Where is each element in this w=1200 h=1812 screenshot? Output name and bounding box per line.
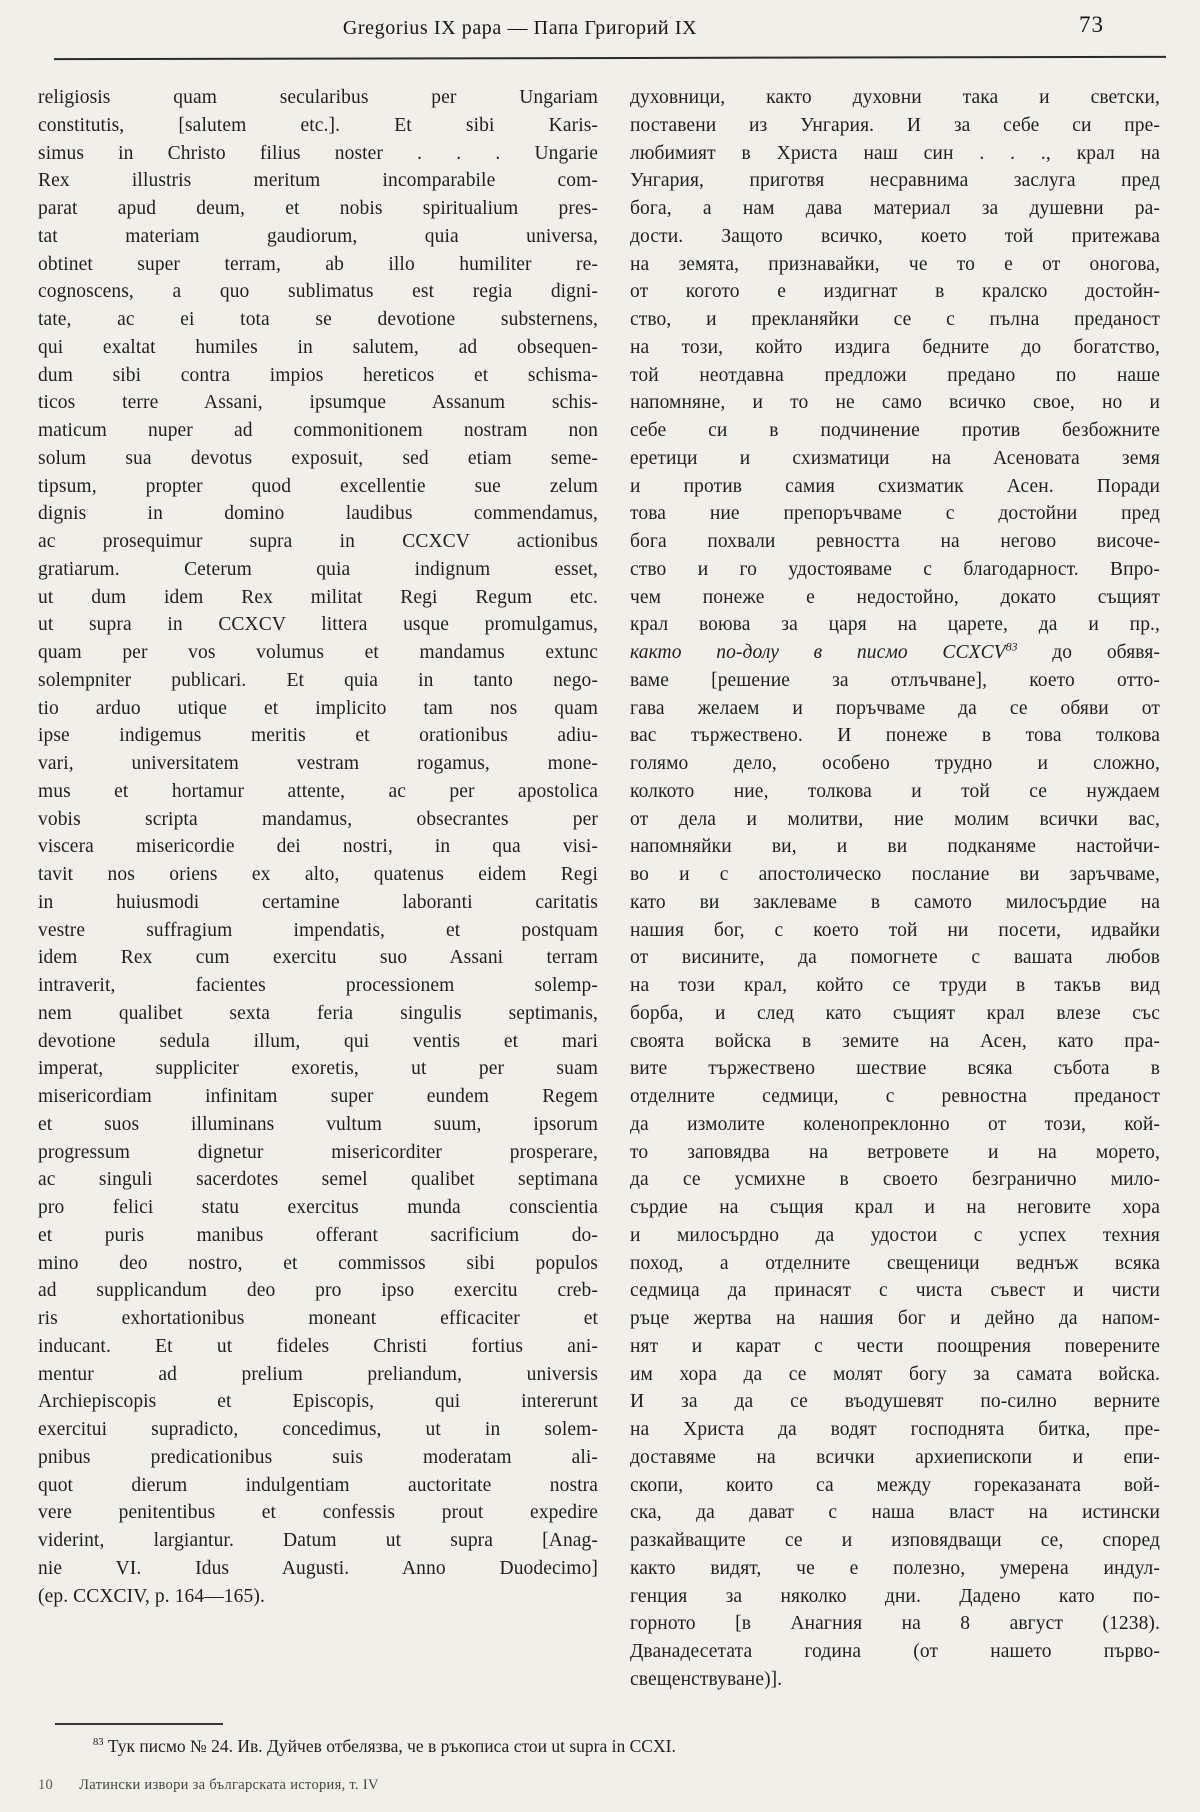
text-line: както по-долу в писмо CCXCV$^{83}$ до обявя- (630, 640, 1160, 663)
bulgarian-column (630, 84, 1160, 1694)
text-line: et suos illuminans vultum suum, ipsorum (38, 1113, 598, 1135)
text-line: qui exaltat humiles in salutem, ad obsequen- (38, 336, 598, 358)
text-line: ска, да дават с наша власт на истински (630, 1502, 1160, 1524)
text-line: себе си в подчинение против безбожните (630, 420, 1160, 441)
text-line: et puris manibus offerant sacrificium do- (38, 1224, 598, 1246)
text-line: им хора да се молят богу за самата войска. (630, 1363, 1160, 1385)
text-line: religiosis quam secularibus per Ungariam (38, 87, 598, 108)
series-title: Латински извори за българската история, т. IV (79, 1777, 379, 1793)
text-line: ut supra in CCXCV littera usque promulgamus, (38, 614, 598, 636)
text-line: бога, а нам дава материал за душевни ра- (630, 198, 1160, 219)
text-line: колкото ние, толкова и той се нуждаем (630, 780, 1160, 802)
text-line: tavit nos oriens ex alto, quatenus eidem Regi (38, 864, 598, 885)
text-line: своята войска в земите на Асен, като пра- (630, 1030, 1160, 1052)
text-line: quot dierum indulgentiam auctoritate nostra (38, 1474, 598, 1496)
text-line: това ние препоръчваме с достойни пред (630, 503, 1160, 525)
text-line: nie VI. Idus Augusti. Anno Duodecimo] (38, 1557, 598, 1579)
text-line: misericordiam infinitam super eundem Regem (38, 1086, 598, 1107)
text-line: бога похвали ревността на негово височе- (630, 531, 1160, 552)
text-line: mino deo nostro, et commissos sibi populos (38, 1252, 598, 1274)
text-line: той неотдавна предложи предано по наше (630, 364, 1160, 386)
text-line: нашия бог, с което той ни посети, идвайки (630, 919, 1160, 941)
text-line: разкайващите се и изповядващи се, според (630, 1530, 1160, 1551)
text-columns (38, 84, 1160, 1694)
text-line: еретици и схизматици на Асеновата земя (630, 447, 1160, 469)
text-line: tio arduo utique et implicito tam nos quam (38, 697, 598, 719)
text-line: quam per vos volumus et mandamus extunc (38, 642, 598, 663)
text-line: от дела и молитви, ние молим всички вас, (630, 808, 1160, 830)
text-line: борба, и след като същият крал влезе със (630, 1002, 1160, 1024)
text-line: vere penitentibus et confessis prout expedire (38, 1502, 598, 1524)
text-line: pnibus predicationibus suis moderatam ali- (38, 1446, 598, 1468)
text-line: idem Rex cum exercitu suo Assani terram (38, 947, 598, 969)
text-line: седмица да принасят с чиста съвест и чисти (630, 1280, 1160, 1302)
text-line: ad supplicandum deo pro ipso exercitu creb- (38, 1280, 598, 1302)
text-line: свещенствуване)]. (630, 1668, 783, 1690)
text-line: напомняйки ви, и ви подканяме настойчи- (630, 836, 1160, 858)
text-line: любимият в Христа наш син . . ., крал на (630, 142, 1160, 164)
text-line: parat apud deum, et nobis spiritualium pres- (38, 198, 598, 219)
text-line: maticum nuper ad commonitionem nostram non (38, 420, 598, 441)
text-line: progressum dignetur misericorditer prosperare, (38, 1141, 598, 1163)
text-line: вас тържествено. И понеже в това толкова (630, 725, 1160, 747)
text-line: cognoscens, a quo sublimatus est regia digni- (38, 281, 598, 303)
text-line: ticos terre Assani, ipsumque Assanum schis- (38, 392, 598, 414)
text-line: нят и карат с чести поощрения поверените (630, 1335, 1160, 1357)
footnote-text: Тук писмо № 24. Ив. Дуйчев отбелязва, че в ръкописа стои ut supra in CCXI. (103, 1736, 676, 1756)
text-line: dignis in domino laudibus commendamus, (38, 503, 598, 525)
text-line: вите тържествено шествие всяка събота в (630, 1058, 1160, 1080)
text-line: напомняне, и то не само всичко свое, но и (630, 392, 1160, 414)
text-line: голямо дело, особено трудно и сложно, (630, 753, 1160, 774)
text-line: viscera misericordie dei nostri, in qua visi- (38, 836, 598, 858)
text-line: tat materiam gaudiorum, quia universa, (38, 225, 598, 247)
text-line: dum sibi contra impios hereticos et schisma- (38, 364, 598, 386)
text-line: да се усмихне в своето безгранично мило- (630, 1169, 1160, 1191)
text-line: отделните седмици, с ревностна преданост (630, 1086, 1160, 1107)
footnote-rule (55, 1723, 223, 1725)
text-line: devotione sedula illum, qui ventis et mari (38, 1030, 598, 1052)
text-line: горното [в Анагния на 8 август (1238). (630, 1613, 1160, 1635)
latin-column (38, 84, 598, 1694)
text-line: во и с апостолическо послание ви заръчваме, (630, 864, 1160, 885)
text-line: на този, който издига бедните до богатство, (630, 336, 1160, 358)
text-line: constitutis, [salutem etc.]. Et sibi Karis- (38, 114, 598, 136)
text-line: Унгария, приготвя несравнима заслуга пред (630, 170, 1160, 192)
text-line: чем понеже е недостойно, докато същият (630, 586, 1160, 608)
text-line: solempniter publicari. Et quia in tanto nego- (38, 669, 598, 691)
text-line: и против самия схизматик Асен. Поради (630, 475, 1160, 497)
text-line: inducant. Et ut fideles Christi fortius ani- (38, 1335, 598, 1357)
text-line: Rex illustris meritum incomparabile com- (38, 170, 598, 192)
text-line: генция за няколко дни. Дадено като по- (630, 1585, 1160, 1607)
text-line: от висините, да помогнете с вашата любов (630, 947, 1160, 969)
text-line: ръце жертва на нашия бог и дейно да напом- (630, 1308, 1160, 1329)
text-line: то заповядва на ветровете и на морето, (630, 1141, 1160, 1163)
text-line: exercitui supradicto, concedimus, ut in solem- (38, 1419, 598, 1440)
footnote-marker: 83 (93, 1737, 104, 1749)
text-line: и милосърдно да удостои с успех техния (630, 1224, 1160, 1246)
text-line: като ви заклеваме в самото милосърдие на (630, 891, 1160, 913)
text-line: ipse indigemus meritis et orationibus adiu- (38, 725, 598, 747)
text-line: Archiepiscopis et Episcopis, qui intererunt (38, 1391, 598, 1413)
footnote (38, 1734, 1160, 1758)
text-line: доставяме на всички архиепископи и епи- (630, 1446, 1160, 1468)
text-line: mus et hortamur attente, ac per apostolica (38, 780, 598, 802)
text-line: крал воюва за царя на царете, да и пр., (630, 614, 1160, 636)
text-line: духовници, както духовни така и светски, (630, 87, 1160, 108)
text-line: поставени из Унгария. И за себе си пре- (630, 114, 1160, 136)
text-line: (ep. CCXCIV, p. 164—165). (38, 1585, 265, 1607)
text-line: ris exhortationibus moneant efficaciter et (38, 1308, 598, 1329)
running-title: Gregorius IX papa — Папа Григорий IX (342, 17, 698, 39)
text-line: ac singuli sacerdotes semel qualibet septimana (38, 1169, 598, 1191)
signature-number: 10 (38, 1777, 54, 1793)
text-line: intraverit, facientes processionem solemp- (38, 975, 598, 996)
text-line: solum sua devotus exposuit, sed etiam seme- (38, 447, 598, 469)
text-line: nem qualibet sexta feria singulis septimanis, (38, 1002, 598, 1024)
text-line: от когото е издигнат в кралско достойн- (630, 281, 1160, 303)
text-line: Дванадесетата година (от нашето първо- (630, 1641, 1160, 1662)
text-line: vestre suffragium impendatis, et postquam (38, 919, 598, 941)
text-line: на земята, признавайки, че то е от оногова, (630, 253, 1160, 275)
text-line: obtinet super terram, ab illo humiliter re- (38, 253, 598, 275)
footer-signature (38, 1777, 379, 1794)
text-line: на този крал, който се труди в такъв вид (630, 975, 1160, 996)
text-line: imperat, suppliciter exoretis, ut per suam (38, 1058, 598, 1080)
text-line: гава желаем и поръчваме да се обяви от (630, 697, 1160, 719)
text-line: tipsum, propter quod excellentie sue zelum (38, 475, 598, 497)
text-line: ваме [решение за отлъчване], което отто- (630, 669, 1160, 691)
text-line: mentur ad prelium preliandum, universis (38, 1363, 598, 1385)
text-line: tate, ac ei tota se devotione substernens, (38, 309, 598, 330)
text-line: in huiusmodi certamine laboranti caritatis (38, 891, 598, 913)
page-number: 73 (1079, 12, 1104, 37)
text-line: ut dum idem Rex militat Regi Regum etc. (38, 586, 598, 608)
text-line: gratiarum. Ceterum quia indignum esset, (38, 558, 598, 580)
text-line: поход, а отделните свещеници веднъж всяка (630, 1252, 1160, 1274)
text-line: ство, и прекланяйки се с пълна преданост (630, 309, 1160, 330)
text-line: viderint, largiantur. Datum ut supra [Anag- (38, 1530, 598, 1551)
text-line: vobis scripta mandamus, obsecrantes per (38, 808, 598, 830)
text-line: сърдие на същия крал и на неговите хора (630, 1197, 1160, 1218)
text-line: дости. Защото всичко, което той притежава (630, 225, 1160, 247)
text-line: И за да се въодушевят по-силно верните (630, 1391, 1160, 1413)
text-line: ство и го удостояваме с благодарност. Впро- (630, 558, 1160, 580)
text-line: ac prosequimur supra in CCXCV actionibus (38, 531, 598, 552)
text-line: скопи, които са между гореказаната вой- (630, 1474, 1160, 1496)
text-line: pro felici statu exercitus munda conscientia (38, 1197, 598, 1218)
text-line: да измолите коленопреклонно от този, кой- (630, 1113, 1160, 1135)
text-line: както видят, че е полезно, умерена индул- (630, 1557, 1160, 1579)
text-line: simus in Christo filius noster . . . Ungarie (38, 142, 598, 164)
text-line: vari, universitatem vestram rogamus, mone- (38, 753, 598, 774)
text-line: на Христа да водят господнята битка, пре- (630, 1419, 1160, 1440)
